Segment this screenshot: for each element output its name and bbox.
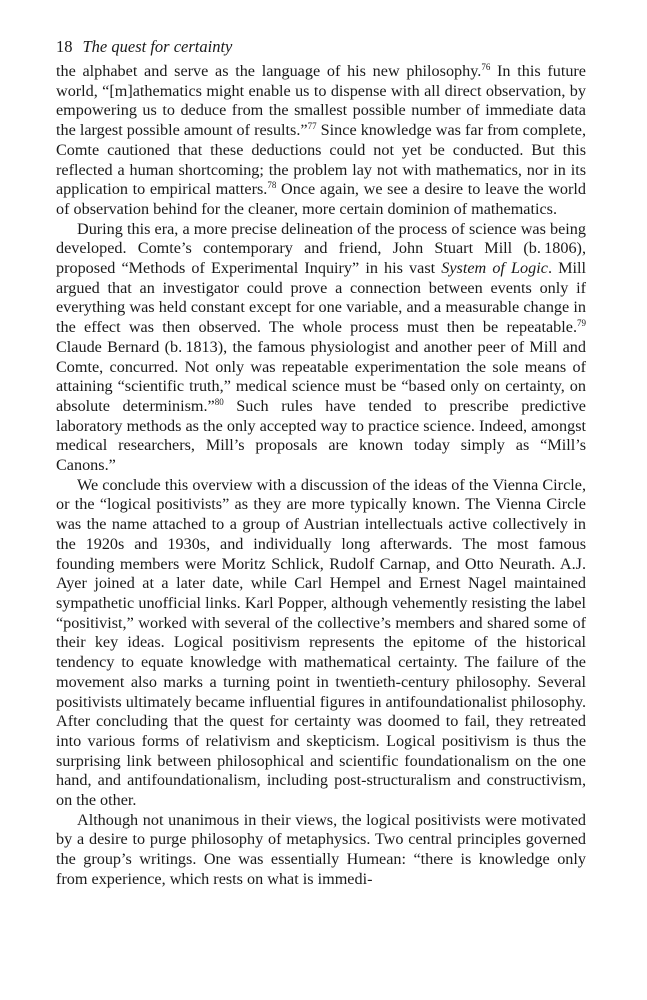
footnote-marker: 76 bbox=[481, 62, 491, 73]
footnote-marker: 79 bbox=[577, 318, 586, 329]
footnote-marker: 78 bbox=[267, 180, 277, 191]
paragraph: Although not unanimous in their views, the logical positivists were motivated by a desire to purge philosophy of metaphysics. Two central principles governed the group’s writings. One was essentially Humean: “there is knowledge only from experience, which rests on what is immedi- bbox=[56, 810, 586, 888]
text-run: Once again, we see a desire to leave the world of observation behind for the cleaner, more certain dominion of mathematics. bbox=[56, 180, 587, 218]
running-title: The quest for certainty bbox=[82, 37, 233, 56]
paragraph bbox=[56, 220, 586, 476]
paragraph bbox=[56, 62, 586, 220]
book-title-italic: System of Logic bbox=[441, 259, 548, 278]
book-page bbox=[56, 36, 586, 890]
text-run: the alphabet and serve as the language of his new philosophy. bbox=[56, 62, 482, 80]
body-text bbox=[56, 62, 586, 890]
text-run: Claude Bernard (b. 1813), the famous physiologist and another peer of Mill and Comte, concurred. Not only was repeatable experimentation the sole means of attaining “scientific truth,” medical science must be “based only on certainty, on absolute determinism.” bbox=[56, 337, 586, 415]
text-run: In this future world, “[m]athematics might enable us to dispense with all direct observation, by empowering us to deduce from the smallest possible number of immediate data the largest possible amount of results.” bbox=[56, 62, 586, 140]
text-run: During this era, a more precise delineation of the process of science was being developed. Comte’s contemporary and friend, John Stuart Mill (b. 1806), proposed “Methods of Experimental Inquiry” in his vast bbox=[56, 219, 586, 278]
footnote-marker: 80 bbox=[214, 397, 224, 408]
paragraph: We conclude this overview with a discussion of the ideas of the Vienna Circle, or the “logical positivists” as they are more typically known. The Vienna Circle was the name attached to a group of Austrian intellectuals active collectively in the 1920s and 1930s, and individually long afterwards. The most famous founding members were Moritz Schlick, Rudolf Carnap, and Otto Neurath. A.J. Ayer joined at a later date, while Carl Hempel and Ernest Nagel maintained sympathetic unofficial links. Karl Popper, although vehemently resisting the label “positivist,” worked with several of the collective’s members and shared some of their key ideas. Logical positivism represents the epitome of the historical tendency to equate knowledge with mathematical certainty. The failure of the movement also marks a turning point in twentieth-century philosophy. Several positivists ultimately became influential figures in antifoundationalist philosophy. After concluding that the quest for certainty was doomed to fail, they retreated into various forms of relativism and skepticism. Logical positivism is thus the surprising link between philosophical and scientific foundationalism on the one hand, and antifoundationalism, including post-structuralism and constructivism, on the other. bbox=[56, 475, 586, 810]
page-number: 18 bbox=[56, 37, 73, 56]
footnote-marker: 77 bbox=[307, 121, 317, 132]
text-run: Such rules have tended to prescribe predictive laboratory methods as the only accepted way to practice science. Indeed, amongst medical researchers, Mill’s proposals are known today simply as “Mill’s Canons.” bbox=[56, 396, 586, 475]
text-run: Since knowledge was far from complete, Comte cautioned that these deductions could not yet be conducted. But this reflected a human shortcoming; the problem lay not with mathematics, nor in its application to empirical matters. bbox=[56, 121, 586, 199]
running-head bbox=[56, 36, 586, 58]
text-run: . Mill argued that an investigator could prove a connection between events only if everything was held constant except for one variable, and a measurable change in the effect was then observed. The whole process must then be repeatable. bbox=[56, 259, 586, 337]
